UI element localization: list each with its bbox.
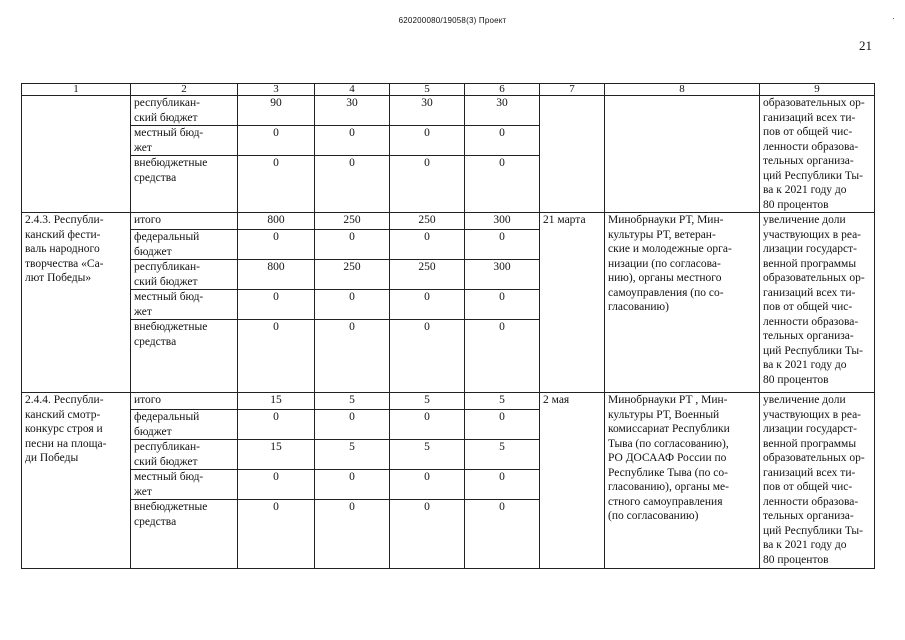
amount-value [315,470,390,500]
amount-value [238,126,315,156]
column-header-5: 5 [390,84,465,96]
funding-source-label-text: внебюджетные средства [134,501,208,528]
amount-value [390,393,465,410]
result-text-text: увеличение доли участвующих в реа- лизации государст- венной программы образовательных ор- ганизаций всех ти- пов от общей чис- ленности образова- тельных организа- ций Республики Ты- ва к 2021 году до 80 процентов [763,214,865,386]
result-text [760,393,875,569]
amount-value-text: 0 [424,501,430,513]
amount-value [465,126,540,156]
result-text [760,96,875,213]
funding-source-label [131,440,238,470]
funding-source-label-text: республикан- ский бюджет [134,97,200,124]
document-id: 620200080/19058(3) Проект [398,16,507,25]
amount-value [390,126,465,156]
funding-source-label [131,500,238,569]
amount-value-text: 0 [273,291,279,303]
table-header-row [22,84,875,96]
amount-value-text: 0 [424,321,430,333]
amount-value [465,260,540,290]
deadline-date-text: 2 мая [543,394,570,406]
funding-source-label-text: итого [134,214,161,226]
amount-value [390,470,465,500]
amount-value [315,230,390,260]
amount-value-text: 30 [496,97,508,109]
executors-text [605,393,760,569]
measure-title-text: 2.4.4. Республи- канский смотр- конкурс строя и песни на площа- ди Победы [25,394,107,464]
funding-source-label-text: местный бюд- жет [134,127,204,154]
amount-value [465,440,540,470]
funding-source-label-text: внебюджетные средства [134,321,208,348]
amount-value-text: 15 [270,394,282,406]
amount-value-text: 0 [273,471,279,483]
funding-source-label-text: республикан- ский бюджет [134,261,200,288]
funding-source-label [131,410,238,440]
column-header-7: 7 [540,84,605,96]
amount-value-text: 0 [424,291,430,303]
amount-value [238,320,315,393]
amount-value [238,290,315,320]
funding-source-label [131,156,238,213]
column-header-1: 1 [22,84,131,96]
amount-value [315,260,390,290]
amount-value [465,500,540,569]
funding-source-label-text: местный бюд- жет [134,291,204,318]
amount-value-text: 0 [499,321,505,333]
amount-value [390,290,465,320]
funding-source-label [131,393,238,410]
executors-text-text: Минобрнауки РТ , Мин- культуры РТ, Военный комиссариат Республики Тыва (по согласованию), РО ДОСААФ России по Республике Тыва (по со- гласованию), органы ме- стного самоуправления (по согласованию) [608,394,730,522]
amount-value-text: 0 [424,127,430,139]
funding-source-label [131,470,238,500]
amount-value [238,440,315,470]
amount-value-text: 0 [349,471,355,483]
amount-value [238,230,315,260]
amount-value [465,156,540,213]
amount-value-text: 15 [270,441,282,453]
amount-value [315,320,390,393]
amount-value-text: 5 [424,441,430,453]
funding-source-label [131,213,238,230]
amount-value [465,230,540,260]
amount-value [390,260,465,290]
funding-source-label [131,126,238,156]
amount-value [465,393,540,410]
cont-executors-cell [605,96,760,213]
funding-source-label [131,260,238,290]
amount-value [315,213,390,230]
amount-value-text: 0 [273,157,279,169]
amount-value [465,290,540,320]
amount-value-text: 800 [267,261,285,273]
deadline-date-text: 21 марта [543,214,586,226]
amount-value [390,156,465,213]
amount-value-text: 5 [424,394,430,406]
amount-value-text: 0 [273,321,279,333]
column-header-8: 8 [605,84,760,96]
column-header-9: 9 [760,84,875,96]
column-header-4: 4 [315,84,390,96]
corner-mark: · [892,14,895,23]
result-text-text: образовательных ор- ганизаций всех ти- пов от общей чис- ленности образова- тельных организа- ций Республики Ты- ва к 2021 году до 80 процентов [763,97,865,211]
result-text [760,213,875,393]
amount-value [390,440,465,470]
amount-value [315,156,390,213]
amount-value [238,393,315,410]
amount-value-text: 0 [424,157,430,169]
amount-value-text: 0 [499,291,505,303]
amount-value-text: 0 [499,231,505,243]
amount-value-text: 0 [273,127,279,139]
amount-value [465,213,540,230]
amount-value-text: 800 [267,214,285,226]
amount-value [315,126,390,156]
amount-value-text: 0 [499,411,505,423]
measure-title [22,393,131,569]
amount-value [390,500,465,569]
amount-value [465,320,540,393]
amount-value-text: 0 [273,501,279,513]
amount-value [238,410,315,440]
measures-table [21,83,875,569]
amount-value-text: 0 [349,501,355,513]
amount-value-text: 0 [499,471,505,483]
amount-value-text: 0 [273,411,279,423]
amount-value [238,96,315,126]
column-header-2: 2 [131,84,238,96]
amount-value [315,96,390,126]
result-text-text: увеличение доли участвующих в реа- лизации государст- венной программы образовательных ор- ганизаций всех ти- пов от общей чис- ленности образова- тельных организа- ций Республики Ты- ва к 2021 году до 80 процентов [763,394,865,566]
amount-value [315,290,390,320]
column-header-3: 3 [238,84,315,96]
amount-value [390,96,465,126]
amount-value-text: 0 [349,127,355,139]
amount-value-text: 250 [418,214,436,226]
amount-value-text: 0 [424,231,430,243]
table-row [22,96,875,126]
amount-value-text: 5 [349,394,355,406]
amount-value-text: 0 [499,501,505,513]
amount-value-text: 5 [349,441,355,453]
amount-value-text: 0 [273,231,279,243]
page-number: 21 [859,38,872,53]
funding-source-label [131,230,238,260]
amount-value-text: 250 [418,261,436,273]
amount-value-text: 0 [499,127,505,139]
deadline-date [540,213,605,393]
amount-value [390,410,465,440]
amount-value-text: 0 [424,471,430,483]
amount-value-text: 250 [343,214,361,226]
funding-source-label-text: федеральный бюджет [134,231,200,258]
amount-value [390,213,465,230]
measure-title [22,213,131,393]
funding-source-label-text: внебюджетные средства [134,157,208,184]
amount-value-text: 0 [349,291,355,303]
amount-value-text: 300 [493,214,511,226]
cont-title-cell [22,96,131,213]
amount-value-text: 30 [346,97,358,109]
amount-value-text: 0 [349,411,355,423]
amount-value [315,393,390,410]
amount-value [315,440,390,470]
amount-value [238,470,315,500]
funding-source-label [131,96,238,126]
amount-value [390,230,465,260]
amount-value-text: 0 [499,157,505,169]
table-row [22,393,875,410]
amount-value-text: 90 [270,97,282,109]
funding-source-label-text: федеральный бюджет [134,411,200,438]
amount-value [238,156,315,213]
amount-value-text: 0 [349,157,355,169]
amount-value [315,410,390,440]
funding-source-label [131,290,238,320]
executors-text [605,213,760,393]
amount-value [465,410,540,440]
amount-value-text: 0 [349,321,355,333]
amount-value-text: 5 [499,441,505,453]
funding-source-label-text: местный бюд- жет [134,471,204,498]
funding-source-label-text: республикан- ский бюджет [134,441,200,468]
amount-value [465,470,540,500]
funding-source-label-text: итого [134,394,161,406]
amount-value-text: 250 [343,261,361,273]
measure-title-text: 2.4.3. Республи- канский фести- валь народного творчества «Са- лют Победы» [25,214,104,284]
column-header-6: 6 [465,84,540,96]
deadline-date [540,393,605,569]
amount-value-text: 300 [493,261,511,273]
amount-value [238,213,315,230]
funding-source-label [131,320,238,393]
amount-value-text: 30 [421,97,433,109]
amount-value-text: 0 [424,411,430,423]
amount-value [238,260,315,290]
amount-value [465,96,540,126]
amount-value [238,500,315,569]
table-row [22,213,875,230]
amount-value [390,320,465,393]
amount-value [315,500,390,569]
executors-text-text: Минобрнауки РТ, Мин- культуры РТ, ветеран- ские и молодежные орга- низации (по согласова- нию), органы местного самоуправления (по со- гласованию) [608,214,732,313]
amount-value-text: 5 [499,394,505,406]
amount-value-text: 0 [349,231,355,243]
cont-date-cell [540,96,605,213]
